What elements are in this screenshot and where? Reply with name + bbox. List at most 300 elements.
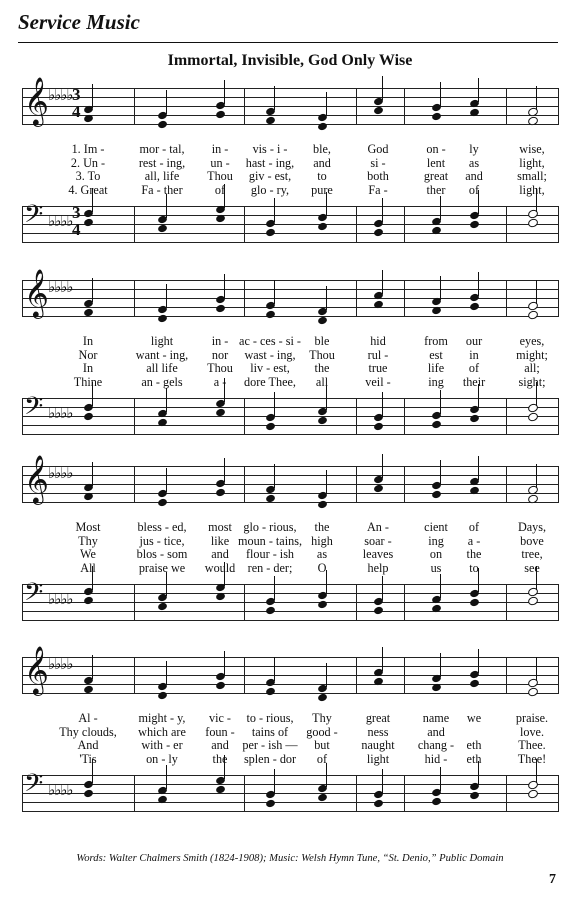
note-stem [224, 274, 225, 298]
barline [134, 280, 135, 317]
note-stem [92, 655, 93, 679]
bass-clef-icon: 𝄢 [24, 769, 44, 804]
note-stem [440, 653, 441, 677]
lyric-syllable: us [430, 560, 442, 575]
quarter-note-icon [317, 500, 328, 510]
lyric-syllable: light, [519, 155, 545, 170]
lyric-syllable: and [211, 547, 229, 562]
note-stem [274, 657, 275, 681]
lyric-syllable: tains of [251, 724, 289, 739]
lyric-syllable: Thine [73, 374, 103, 389]
barline [134, 584, 135, 621]
note-stem [224, 80, 225, 104]
quarter-note-icon [83, 596, 94, 606]
lyric-syllable: We [80, 547, 96, 562]
lyric-syllable: Thou [309, 347, 335, 362]
time-signature: 3 4 [72, 203, 81, 239]
barline [404, 398, 405, 435]
bass-clef-icon: 𝄢 [24, 578, 44, 613]
lyric-syllable: a - [213, 374, 227, 389]
note-stem [536, 280, 537, 304]
lyric-syllable: ren - der; [247, 560, 293, 575]
lyric-syllable: 2. Un - [70, 155, 106, 170]
note-stem [536, 657, 537, 681]
lyric-syllable: per - ish — [242, 738, 298, 753]
lyric-syllable: vis - i - [252, 142, 288, 156]
lyric-syllable: foun - [205, 724, 235, 739]
lyric-syllable: light, [519, 182, 545, 197]
note-stem [224, 458, 225, 482]
treble-staff [22, 454, 558, 510]
credit-line: Words: Walter Chalmers Smith (1824-1908); Music: Welsh Hymn Tune, “St. Denio,” Public Domain [76, 853, 504, 864]
barline [244, 584, 245, 621]
barline [244, 657, 245, 694]
section-title: Service Music [18, 10, 140, 34]
lyric-syllable: the [466, 547, 482, 562]
lyric-syllable: to [469, 560, 479, 575]
quarter-note-icon [373, 484, 384, 494]
barline [22, 584, 23, 621]
lyric-verse-4 [22, 561, 558, 575]
barline [22, 206, 23, 243]
staff-line [22, 434, 558, 435]
hymn-system [22, 454, 558, 632]
lyric-syllable: and [465, 169, 483, 184]
lyrics-block [22, 334, 558, 394]
lyric-syllable: of [214, 182, 226, 197]
lyric-verse-4 [22, 183, 558, 197]
lyric-verse-1 [22, 142, 558, 156]
quarter-note-icon [265, 799, 276, 809]
half-note-icon [527, 412, 539, 423]
lyric-syllable: like [210, 533, 230, 548]
note-stem [92, 462, 93, 486]
half-note-icon [527, 789, 539, 800]
quarter-note-icon [215, 304, 226, 314]
lyric-syllable: ing [428, 374, 444, 389]
lyric-syllable: might; [516, 347, 548, 362]
lyric-syllable: great [423, 169, 449, 184]
note-stem [274, 464, 275, 488]
lyric-syllable: flour - ish [245, 547, 295, 562]
key-signature-icon: ♭♭♭♭ [48, 404, 73, 422]
lyric-syllable: rest - ing, [138, 155, 186, 170]
barline [244, 398, 245, 435]
note-stem [478, 456, 479, 480]
staff-line [22, 611, 558, 612]
note-stem [326, 663, 327, 687]
lyric-syllable: jus - tice, [139, 533, 185, 548]
treble-clef-icon: 𝄞 [24, 454, 49, 503]
lyric-syllable: And [77, 738, 99, 753]
quarter-note-icon [157, 224, 168, 234]
lyric-syllable: veil - [365, 374, 391, 389]
lyric-syllable: ble, [313, 142, 331, 156]
barline [558, 398, 559, 435]
half-note-icon [527, 218, 539, 229]
lyric-syllable: hid - [424, 751, 448, 766]
lyric-syllable: giv - est, [248, 169, 292, 184]
barline [404, 88, 405, 125]
note-stem [382, 76, 383, 100]
lyric-syllable: ly [469, 142, 479, 156]
note-stem [440, 460, 441, 484]
barline [356, 88, 357, 125]
lyric-syllable: ing [428, 533, 444, 548]
staff-line [22, 484, 558, 485]
lyric-syllable: Thy [312, 711, 332, 725]
lyric-syllable: ble [314, 334, 330, 348]
barline [356, 280, 357, 317]
quarter-note-icon [431, 112, 442, 122]
lyric-syllable: a - [467, 533, 481, 548]
hymn-system [22, 268, 558, 446]
lyrics-block [22, 711, 558, 771]
lyric-syllable: in [469, 347, 479, 362]
quarter-note-icon [469, 598, 480, 608]
barline [244, 206, 245, 243]
quarter-note-icon [373, 228, 384, 238]
barline [134, 466, 135, 503]
lyric-syllable: as [316, 547, 328, 562]
barline [558, 206, 559, 243]
lyric-syllable: of [468, 520, 480, 534]
lyric-syllable: mor - tal, [139, 142, 185, 156]
quarter-note-icon [373, 606, 384, 616]
treble-staff [22, 76, 558, 132]
lyric-syllable: God [367, 142, 389, 156]
lyric-verse-3 [22, 738, 558, 752]
quarter-note-icon [157, 314, 168, 324]
quarter-note-icon [317, 316, 328, 326]
lyric-syllable: chang - [417, 738, 455, 753]
lyric-syllable: in - [211, 142, 229, 156]
barline [558, 657, 559, 694]
quarter-note-icon [157, 691, 168, 701]
staff-line [22, 802, 558, 803]
barline [506, 398, 507, 435]
lyric-syllable: ther [426, 182, 446, 197]
key-signature-icon: ♭♭♭♭ [48, 781, 73, 799]
key-signature-icon: ♭♭♭♭ [48, 464, 73, 482]
lyric-syllable: life [427, 361, 445, 376]
lyric-syllable: pure [311, 182, 333, 197]
barline [558, 280, 559, 317]
quarter-note-icon [469, 791, 480, 801]
lyric-syllable: glo - ry, [250, 182, 290, 197]
barline [558, 88, 559, 125]
quarter-note-icon [265, 606, 276, 616]
lyric-syllable: the [314, 520, 330, 534]
lyric-syllable: all; [524, 361, 540, 376]
lyric-syllable: glo - rious, [243, 520, 297, 534]
lyric-syllable: all, life [144, 169, 180, 184]
quarter-note-icon [265, 687, 276, 697]
note-stem [166, 284, 167, 308]
note-stem [382, 647, 383, 671]
quarter-note-icon [83, 412, 94, 422]
quarter-note-icon [83, 114, 94, 124]
barline [506, 775, 507, 812]
quarter-note-icon [317, 122, 328, 132]
barline [558, 775, 559, 812]
hymn-title: Immortal, Invisible, God Only Wise [167, 52, 413, 69]
lyric-verse-2 [22, 725, 558, 739]
barline [404, 657, 405, 694]
quarter-note-icon [469, 302, 480, 312]
staff-line [22, 620, 558, 621]
quarter-note-icon [317, 693, 328, 703]
lyric-syllable: Thou [207, 361, 233, 376]
lyric-syllable: leaves [362, 547, 394, 562]
quarter-note-icon [431, 683, 442, 693]
barline [244, 466, 245, 503]
quarter-note-icon [265, 228, 276, 238]
quarter-note-icon [265, 310, 276, 320]
header-rule [18, 42, 558, 43]
lyric-syllable: most [208, 520, 232, 534]
lyric-syllable: light [366, 751, 390, 766]
barline [356, 584, 357, 621]
lyric-syllable: on - [426, 142, 446, 156]
lyric-syllable: all [315, 374, 329, 389]
lyric-verse-4 [22, 375, 558, 389]
lyric-syllable: wise, [519, 142, 545, 156]
key-signature-icon: ♭♭♭♭ [48, 278, 73, 296]
lyric-verse-2 [22, 156, 558, 170]
note-stem [166, 661, 167, 685]
lyric-syllable: but [314, 738, 330, 753]
note-stem [382, 392, 383, 416]
quarter-note-icon [157, 498, 168, 508]
quarter-note-icon [373, 106, 384, 116]
lyric-syllable: O [317, 560, 327, 575]
barline [506, 206, 507, 243]
lyric-verse-2 [22, 534, 558, 548]
barline [356, 398, 357, 435]
quarter-note-icon [83, 218, 94, 228]
staff-line [22, 233, 558, 234]
lyric-syllable: si - [370, 155, 386, 170]
quarter-note-icon [157, 602, 168, 612]
half-note-icon [527, 310, 539, 321]
note-stem [440, 82, 441, 106]
lyric-syllable: sight; [518, 374, 546, 389]
hymn-system [22, 76, 558, 254]
note-stem [92, 84, 93, 108]
lyric-syllable: from [424, 334, 448, 348]
quarter-note-icon [431, 490, 442, 500]
lyrics-block [22, 520, 558, 580]
lyric-syllable: 'Tis [79, 751, 97, 766]
staff-line [22, 811, 558, 812]
barline [506, 88, 507, 125]
staff-line [22, 316, 558, 317]
lyric-syllable: small; [517, 169, 547, 184]
lyric-syllable: our [465, 334, 483, 348]
lyric-syllable: the [212, 751, 228, 766]
note-stem [440, 276, 441, 300]
lyric-syllable: praise. [515, 711, 549, 725]
note-stem [536, 86, 537, 110]
note-stem [274, 86, 275, 110]
treble-clef-icon: 𝄞 [24, 268, 49, 317]
lyric-syllable: nor [211, 347, 229, 362]
lyric-syllable: naught [361, 738, 395, 753]
quarter-note-icon [317, 793, 328, 803]
barline [22, 775, 23, 812]
note-stem [274, 769, 275, 793]
barline [404, 280, 405, 317]
barline [244, 280, 245, 317]
barline [244, 88, 245, 125]
lyric-syllable: Fa - ther [141, 182, 183, 197]
quarter-note-icon [373, 799, 384, 809]
lyric-verse-3 [22, 169, 558, 183]
treble-clef-icon: 𝄞 [24, 76, 49, 125]
bass-staff [22, 769, 558, 819]
note-stem [326, 92, 327, 116]
quarter-note-icon [83, 492, 94, 502]
quarter-note-icon [317, 416, 328, 426]
staff-line [22, 493, 558, 494]
barline [22, 398, 23, 435]
staff-line [22, 242, 558, 243]
quarter-note-icon [215, 214, 226, 224]
key-signature-icon: ♭♭♭♭ [48, 212, 73, 230]
lyric-syllable: name [422, 711, 450, 725]
note-stem [274, 392, 275, 416]
quarter-note-icon [215, 681, 226, 691]
bass-clef-icon: 𝄢 [24, 392, 44, 427]
barline [404, 775, 405, 812]
quarter-note-icon [317, 600, 328, 610]
lyric-syllable: lent [426, 155, 446, 170]
lyric-syllable: In [82, 334, 94, 348]
lyric-syllable: praise we [138, 560, 186, 575]
page-number: 7 [549, 872, 556, 887]
lyric-syllable: to [317, 169, 327, 184]
lyric-syllable: moun - tains, [238, 533, 302, 548]
barline [404, 206, 405, 243]
barline [356, 657, 357, 694]
quarter-note-icon [469, 414, 480, 424]
note-stem [478, 649, 479, 673]
lyric-syllable: un - [210, 155, 230, 170]
hymn-system [22, 645, 558, 823]
barline [134, 398, 135, 435]
lyric-syllable: soar - [364, 533, 392, 548]
lyric-syllable: help [367, 560, 389, 575]
barline [558, 466, 559, 503]
lyric-syllable: hid [370, 334, 386, 348]
lyric-syllable: Thy clouds, [59, 724, 117, 739]
lyric-syllable: high [311, 533, 333, 548]
lyric-syllable: of [468, 361, 480, 376]
note-stem [478, 272, 479, 296]
lyric-syllable: with - er [141, 738, 183, 753]
lyric-syllable: on [429, 547, 443, 562]
lyric-syllable: and [313, 155, 331, 170]
lyric-syllable: both [367, 169, 389, 184]
staff-line [22, 502, 558, 503]
note-stem [536, 464, 537, 488]
bass-clef-icon: 𝄢 [24, 200, 44, 235]
note-stem [166, 468, 167, 492]
lyric-syllable: ac - ces - si - [239, 334, 301, 348]
quarter-note-icon [215, 488, 226, 498]
time-signature: 3 4 [72, 85, 81, 121]
note-stem [382, 454, 383, 478]
lyric-verse-1 [22, 711, 558, 725]
half-note-icon [527, 596, 539, 607]
lyric-verse-3 [22, 547, 558, 561]
lyric-syllable: ness [367, 724, 389, 739]
lyric-syllable: an - gels [141, 374, 183, 389]
quarter-note-icon [373, 422, 384, 432]
lyric-syllable: we [466, 711, 482, 725]
lyric-syllable: splen - dor [243, 751, 297, 766]
lyric-syllable: of [468, 182, 480, 197]
staff-line [22, 425, 558, 426]
key-signature-icon: ♭♭♭♭ [48, 86, 73, 104]
lyric-syllable: eth [466, 751, 482, 766]
note-stem [224, 651, 225, 675]
barline [134, 657, 135, 694]
lyric-syllable: All [80, 560, 96, 575]
barline [134, 206, 135, 243]
lyric-syllable: good - [306, 724, 338, 739]
barline [506, 657, 507, 694]
note-stem [478, 78, 479, 102]
barline [506, 466, 507, 503]
lyric-syllable: light [150, 334, 174, 348]
lyric-syllable: might - y, [138, 711, 186, 725]
lyric-syllable: vic - [209, 711, 231, 725]
bass-staff [22, 578, 558, 628]
quarter-note-icon [157, 120, 168, 130]
note-stem [326, 286, 327, 310]
note-stem [92, 278, 93, 302]
lyric-syllable: their [462, 374, 486, 389]
quarter-note-icon [431, 420, 442, 430]
quarter-note-icon [83, 789, 94, 799]
quarter-note-icon [215, 592, 226, 602]
lyric-syllable: est [429, 347, 443, 362]
lyric-syllable: and [427, 724, 445, 739]
quarter-note-icon [215, 110, 226, 120]
lyric-syllable: want - ing, [135, 347, 189, 362]
barline [244, 775, 245, 812]
note-stem [274, 280, 275, 304]
treble-staff [22, 268, 558, 324]
staff-line [22, 124, 558, 125]
bass-staff [22, 392, 558, 442]
lyric-syllable: of [316, 751, 328, 766]
lyric-syllable: Thee! [517, 751, 547, 766]
barline [356, 466, 357, 503]
lyric-syllable: hast - ing, [245, 155, 295, 170]
lyric-syllable: as [468, 155, 480, 170]
lyrics-block [22, 142, 558, 202]
bass-staff [22, 200, 558, 250]
lyric-syllable: and [211, 738, 229, 753]
lyric-syllable: wast - ing, [244, 347, 296, 362]
barline [506, 280, 507, 317]
barline [134, 775, 135, 812]
lyric-syllable: which are [138, 724, 186, 739]
key-signature-icon: ♭♭♭♭ [48, 590, 73, 608]
